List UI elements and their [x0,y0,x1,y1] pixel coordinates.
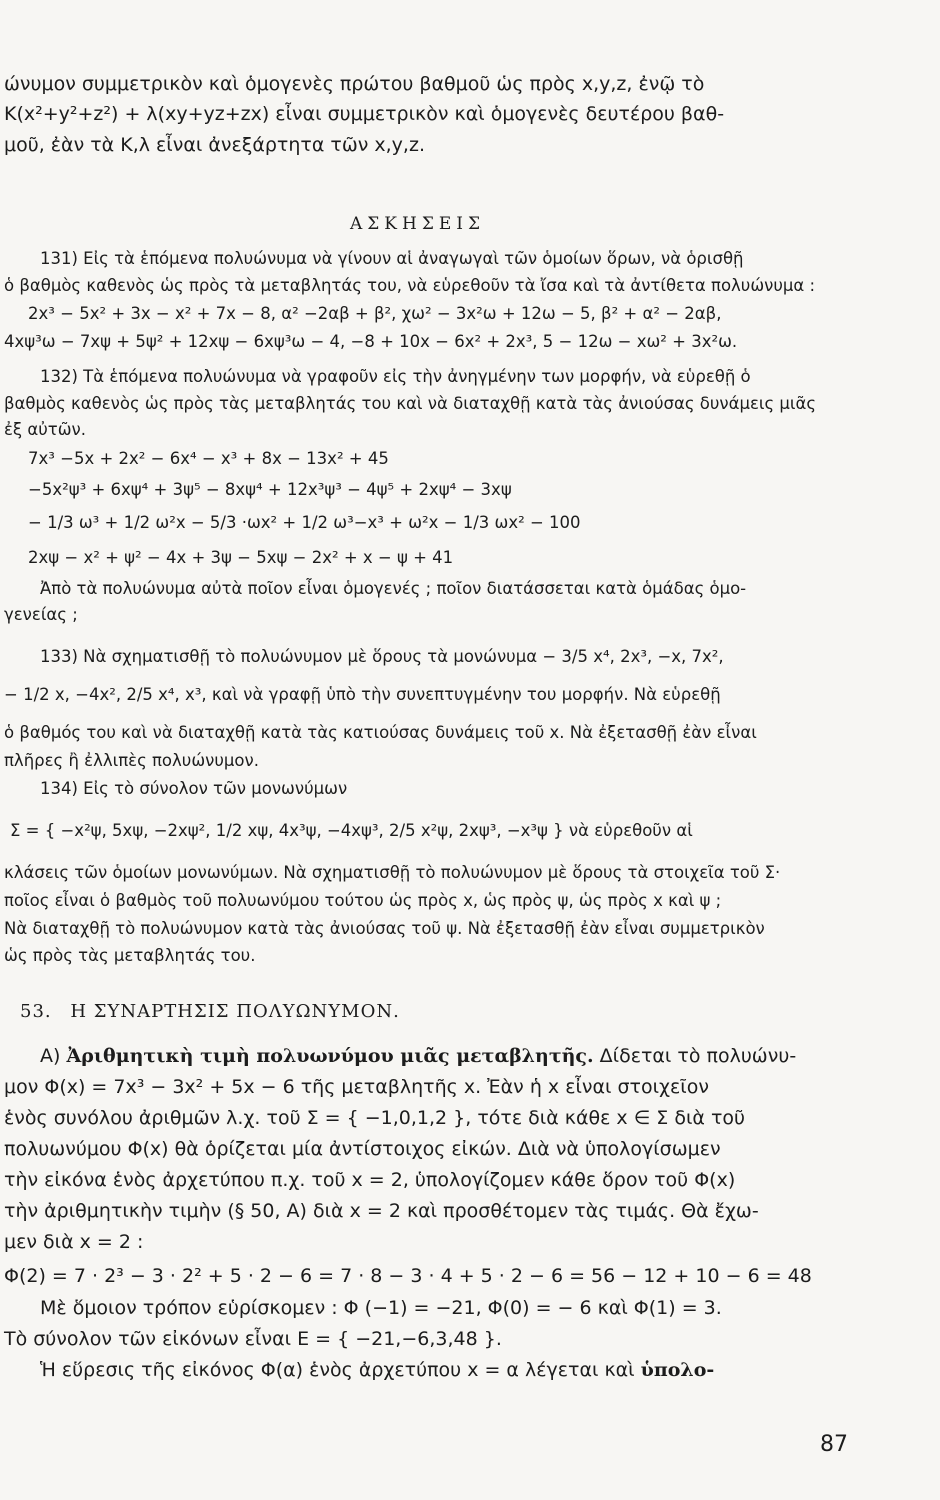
part-a-line: τὴν ἀριθμητικὴν τιμὴν (§ 50, A) διὰ x = 2 καὶ προσθέτομεν τὰς τιμάς. Θὰ ἔχω- [4,1200,759,1222]
part-a-title: Ἀριθμητικὴ τιμὴ πολυωνύμου μιᾶς μεταβλητῆς. [66,1045,594,1067]
exercises-heading: ΑΣΚΗΣΕΙΣ [350,214,485,234]
exercise-134-line: κλάσεις τῶν ὁμοίων μονωνύμων. Νὰ σχηματισθῇ τὸ πολυώνυμον μὲ ὅρους τὰ στοιχεῖα τοῦ Σ· [4,863,781,882]
part-a-line [40,1358,714,1382]
page-number: 87 [820,1432,848,1457]
text-line: ώνυμον συμμετρικὸν καὶ ὁμογενὲς πρώτου βαθμοῦ ὡς πρὸς x,y,z, ἐνῷ τὸ [4,73,705,95]
part-a-line: Μὲ ὅμοιον τρόπον εὑρίσκομεν : Φ (−1) = −21, Φ(0) = − 6 καὶ Φ(1) = 3. [40,1297,722,1319]
part-a-bold-word: ὑπολο- [640,1359,715,1381]
text-line: K(x²+y²+z²) + λ(xy+yz+zx) εἶναι συμμετρικὸν καὶ ὁμογενὲς δευτέρου βαθ- [4,103,725,125]
exercise-132-line: 132) Τὰ ἑπόμενα πολυώνυμα νὰ γραφοῦν εἰς τὴν ἀνηγμένην των μορφήν, νὰ εὑρεθῇ ὁ [40,367,751,386]
part-a-line: ἑνὸς συνόλου ἀριθμῶν λ.χ. τοῦ Σ = { −1,0,1,2 }, τότε διὰ κάθε x ∈ Σ διὰ τοῦ [4,1107,746,1129]
exercise-132-line: ἐξ αὐτῶν. [4,420,87,439]
part-a-line: μον Φ(x) = 7x³ − 3x² + 5x − 6 τῆς μεταβλητῆς x. Ἐὰν ἡ x εἶναι στοιχεῖον [4,1076,709,1098]
exercise-134-line: ὡς πρὸς τὰς μεταβλητάς του. [4,946,256,965]
exercise-134-line: Νὰ διαταχθῇ τὸ πολυώνυμον κατὰ τὰς ἀνιούσας τοῦ ψ. Νὰ ἐξετασθῇ ἐὰν εἶναι συμμετρικὸν [4,919,765,938]
part-a-text: Ἡ εὕρεσις τῆς εἰκόνος Φ(α) ἑνὸς ἀρχετύπου x = α λέγεται καὶ [40,1359,641,1381]
part-a-line [40,1044,796,1068]
exercise-134-line: ποῖος εἶναι ὁ βαθμὸς τοῦ πολυωνύμου τούτου ὡς πρὸς x, ὡς πρὸς ψ, ὡς πρὸς x καὶ ψ ; [4,891,722,910]
calculation-line: Φ(2) = 7 · 2³ − 3 · 2² + 5 · 2 − 6 = 7 · 8 − 3 · 4 + 5 · 2 − 6 = 56 − 12 + 10 − 6 = 48 [4,1265,812,1287]
exercise-132-line: βαθμὸς καθενὸς ὡς πρὸς τὰς μεταβλητάς του καὶ νὰ διαταχθῇ κατὰ τὰς ἀνιούσας δυνάμεις μιᾶς [4,394,817,413]
exercise-132-question: γενείας ; [4,605,78,624]
exercise-131-line: 131) Εἰς τὰ ἑπόμενα πολυώνυμα νὰ γίνουν αἱ ἀναγωγαὶ τῶν ὁμοίων ὅρων, νὰ ὁρισθῇ [40,249,744,268]
text-line: μοῦ, ἐὰν τὰ K,λ εἶναι ἀνεξάρτητα τῶν x,y,z. [4,134,425,156]
part-a-line: Τὸ σύνολον τῶν εἰκόνων εἶναι E = { −21,−6,3,48 }. [4,1328,502,1350]
exercise-133-line: − 1/2 x, −4x², 2/5 x⁴, x³, καὶ νὰ γραφῇ ὑπὸ τὴν συνεπτυγμένην του μορφήν. Νὰ εὑρεθῇ [4,685,721,704]
polynomial-line: 7x³ −5x + 2x² − 6x⁴ − x³ + 8x − 13x² + 45 [28,449,389,468]
part-a-label: A) [40,1045,67,1067]
section-number: 53. [20,1001,52,1022]
exercise-132-question: Ἀπὸ τὰ πολυώνυμα αὐτὰ ποῖον εἶναι ὁμογενές ; ποῖον διατάσσεται κατὰ ὁμάδας ὁμο- [40,579,747,598]
polynomial-line: 2xψ − x² + ψ² − 4x + 3ψ − 5xψ − 2x² + x − ψ + 41 [28,548,454,567]
exercise-131-line: 2x³ − 5x² + 3x − x² + 7x − 8, α² −2αβ + β², χω² − 3x²ω + 12ω − 5, β² + α² − 2αβ, [28,304,722,323]
section-heading [20,1000,400,1024]
part-a-text: Δίδεται τὸ πολυώνυ- [593,1045,797,1067]
polynomial-line: −5x²ψ³ + 6xψ⁴ + 3ψ⁵ − 8xψ⁴ + 12x³ψ³ − 4ψ⁵ + 2xψ⁴ − 3xψ [28,480,512,499]
exercise-131-line: ὁ βαθμὸς καθενὸς ὡς πρὸς τὰ μεταβλητάς του, νὰ εὑρεθοῦν τὰ ἴσα καὶ τὰ ἀντίθετα πολυώνυμα : [4,276,816,295]
polynomial-line: − 1/3 ω³ + 1/2 ω²x − 5/3 ·ωx² + 1/2 ω³−x³ + ω²x − 1/3 ωx² − 100 [28,513,581,532]
exercise-131-line: 4xψ³ω − 7xψ + 5ψ² + 12xψ − 6xψ³ω − 4, −8 + 10x − 6x² + 2x³, 5 − 12ω − xω² + 3x²ω. [4,332,738,351]
exercise-134-line: 134) Εἰς τὸ σύνολον τῶν μονωνύμων [40,779,348,798]
exercise-133-line: πλῆρες ἢ ἐλλιπὲς πολυώνυμον. [4,751,259,770]
section-title: Η ΣΥΝΑΡΤΗΣΙΣ ΠΟΛΥΩΝΥΜΟΝ. [70,1001,400,1022]
part-a-line: πολυωνύμου Φ(x) θὰ ὁρίζεται μία ἀντίστοιχος εἰκών. Διὰ νὰ ὑπολογίσωμεν [4,1138,721,1160]
exercise-133-line: ὁ βαθμός του καὶ νὰ διαταχθῇ κατὰ τὰς κατιούσας δυνάμεις τοῦ x. Νὰ ἐξετασθῇ ἐὰν εἶναι [4,723,757,742]
exercise-133-line: 133) Νὰ σχηματισθῇ τὸ πολυώνυμον μὲ ὅρους τὰ μονώνυμα − 3/5 x⁴, 2x³, −x, 7x², [40,647,724,666]
part-a-line: μεν διὰ x = 2 : [4,1231,144,1253]
part-a-line: τὴν εἰκόνα ἑνὸς ἀρχετύπου π.χ. τοῦ x = 2, ὑπολογίζομεν κάθε ὅρον τοῦ Φ(x) [4,1169,736,1191]
monomial-set: Σ = { −x²ψ, 5xψ, −2xψ², 1/2 xψ, 4x³ψ, −4xψ³, 2/5 x²ψ, 2xψ³, −x³ψ } νὰ εὑρεθοῦν αἱ [10,821,693,840]
